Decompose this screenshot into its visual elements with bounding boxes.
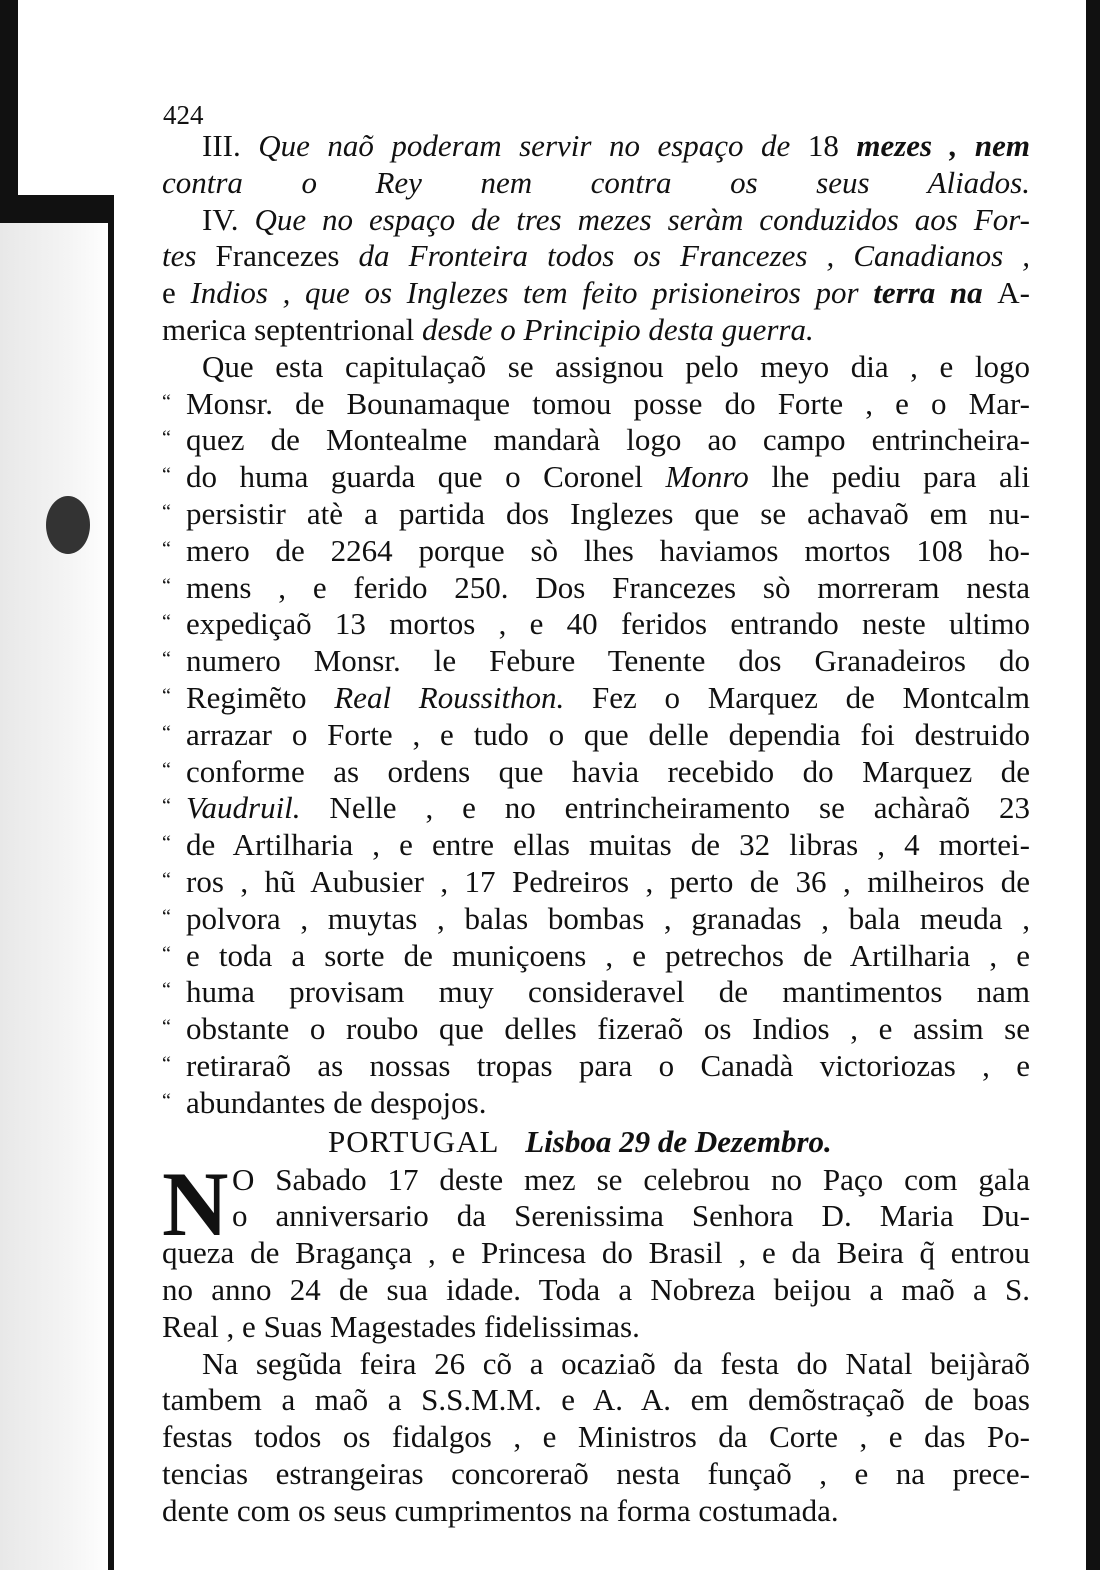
text-run: huma provisam muy consideravel de mantimentos nam (186, 974, 1030, 1010)
text-line (162, 790, 1030, 827)
text-run: mens , e ferido 250. Dos Francezes sò morreram nesta (186, 569, 1030, 605)
text-line (162, 570, 1030, 607)
quote-mark: “ (162, 648, 171, 671)
text-line (162, 386, 1030, 423)
text-run: tes (162, 238, 216, 274)
quote-mark: “ (162, 390, 171, 413)
text-run: lhe pediu para ali (748, 459, 1030, 495)
text-line (162, 717, 1030, 754)
text-run: desde o Principio desta guerra. (421, 311, 814, 347)
text-run: A- (997, 275, 1031, 311)
text-line (162, 238, 1030, 275)
text-run: Real , e Suas Magestades fidelissimas. (162, 1308, 640, 1344)
capitulation-narrative (162, 349, 1030, 1122)
text-line (162, 422, 1030, 459)
text-run: o anniversario da Serenissima Senhora D. Maria Du- (232, 1198, 1030, 1234)
quote-mark: “ (162, 684, 171, 707)
text-run: no anno 24 de sua idade. Toda a Nobreza beijou a maõ a S. (162, 1271, 1030, 1307)
text-line (162, 165, 1030, 202)
text-run: III. (202, 128, 259, 163)
quote-mark: “ (162, 979, 171, 1002)
text-run: tencias estrangeiras concoreraõ nesta funçaõ , e na prece- (162, 1455, 1030, 1491)
text-run: O Sabado 17 deste mez se celebrou no Paço com gala (232, 1161, 1030, 1197)
text-line (162, 1456, 1030, 1493)
text-line (162, 680, 1030, 717)
quote-mark: “ (162, 537, 171, 560)
text-line (162, 1011, 1030, 1048)
text-run: polvora , muytas , balas bombas , granadas , bala meuda , (186, 900, 1030, 936)
heading-place: PORTUGAL (328, 1123, 500, 1159)
text-run: Real Roussithon. (334, 679, 565, 715)
text-line (162, 938, 1030, 975)
quote-mark: “ (162, 464, 171, 487)
quote-mark: “ (162, 832, 171, 855)
text-line (162, 459, 1030, 496)
facing-page-top-edge (0, 195, 114, 223)
right-scan-edge (1086, 0, 1100, 1570)
text-run: retiraraõ as nossas tropas para o Canadà victoriozas , e (186, 1047, 1030, 1083)
text-run: mero de 2264 porque sò lhes haviamos mortos 108 ho- (186, 532, 1030, 568)
text-run: merica septentrional (162, 311, 422, 347)
text-run: conforme as ordens que havia recebido do Marquez de (186, 753, 1030, 789)
text-line (162, 1346, 1030, 1383)
quote-mark: “ (162, 1052, 171, 1075)
text-line (162, 496, 1030, 533)
text-run: dente com os seus cumprimentos na forma costumada. (162, 1492, 839, 1528)
text-line (162, 533, 1030, 570)
quote-mark: “ (162, 611, 171, 634)
text-line (162, 312, 1030, 349)
quote-mark: “ (162, 1089, 171, 1112)
body-text (162, 128, 1030, 1529)
quote-mark: “ (162, 1016, 171, 1039)
portugal-paragraph-1 (162, 1152, 1030, 1346)
text-run: Regimẽto (186, 679, 335, 715)
text-run: IV. (202, 201, 255, 237)
text-run: Monro (665, 459, 749, 495)
heading-date: Lisboa 29 de Dezembro. (525, 1123, 832, 1159)
quote-mark: “ (162, 758, 171, 781)
text-run: Monsr. de Bounamaque tomou posse do Forte , e o Mar- (186, 385, 1030, 421)
drop-cap: N (162, 1152, 229, 1255)
text-run: abundantes de despojos. (186, 1084, 487, 1120)
quote-mark: “ (162, 868, 171, 891)
quote-mark: “ (162, 905, 171, 928)
text-run: e toda a sorte de muniçoens , e petrechos de Artilharia , e (186, 937, 1030, 973)
text-run: do huma guarda que o Coronel (186, 459, 666, 495)
text-run: Francezes (215, 238, 359, 274)
quote-mark: “ (162, 427, 171, 450)
quote-mark: “ (162, 500, 171, 523)
text-line (162, 1198, 1030, 1235)
portugal-paragraph-2 (162, 1346, 1030, 1530)
section-heading (162, 1122, 1030, 1162)
text-run: da Fronteira todos os Francezes , Canadianos , (358, 238, 1031, 274)
text-run: tambem a maõ a S.S.M.M. e A. A. em demõstraçaõ de boas (162, 1382, 1030, 1418)
text-line (162, 1309, 1030, 1346)
text-line (162, 1493, 1030, 1530)
page-number: 424 (163, 100, 204, 130)
text-run: Nelle , e no entrincheiramento se achàraõ 23 (300, 790, 1030, 826)
quote-mark: “ (162, 721, 171, 744)
text-line (162, 1382, 1030, 1419)
text-run: mezes , nem (856, 128, 1030, 163)
text-run: queza de Bragança , e Princesa do Brasil , e da Beira q̃ entrou (162, 1235, 1030, 1271)
text-run: Indios , que os Inglezes tem feito prisioneiros por (190, 275, 874, 311)
text-line (162, 349, 1030, 386)
text-line (162, 275, 1030, 312)
text-line (162, 643, 1030, 680)
ink-blot (46, 496, 90, 554)
text-line (162, 202, 1030, 239)
quote-mark: “ (162, 574, 171, 597)
text-run: quez de Montealme mandarà logo ao campo entrincheira- (186, 422, 1030, 458)
text-run: numero Monsr. le Febure Tenente dos Granadeiros do (186, 643, 1030, 679)
text-run: persistir atè a partida dos Inglezes que se achavaõ em nu- (186, 495, 1030, 531)
text-run: obstante o roubo que delles fizeraõ os Indios , e assim se (186, 1011, 1030, 1047)
text-line (162, 1162, 1030, 1199)
text-run: de Artilharia , e entre ellas muitas de 32 libras , 4 mortei- (186, 827, 1030, 863)
portugal-paragraph-1-lines (162, 1152, 1030, 1346)
binding-shadow-top (0, 0, 18, 200)
text-line (162, 754, 1030, 791)
quote-mark: “ (162, 795, 171, 818)
text-run: Que naõ poderam servir no espaço de (258, 128, 808, 163)
text-run: Na segũda feira 26 cõ a ocaziaõ da festa do Natal beijàraõ (202, 1345, 1030, 1381)
text-line (162, 1048, 1030, 1085)
text-run: contra o Rey nem contra os seus Aliados. (162, 164, 1030, 200)
text-run: 18 (807, 128, 857, 163)
text-line (162, 1085, 1030, 1122)
text-run: ros , hũ Aubusier , 17 Pedreiros , perto de 36 , milheiros de (186, 863, 1030, 899)
quote-mark: “ (162, 942, 171, 965)
facing-page-edge (0, 200, 112, 1570)
text-run: expediçaõ 13 mortos , e 40 feridos entrando neste ultimo (186, 606, 1030, 642)
text-line (162, 827, 1030, 864)
text-run: Que no espaço de tres mezes seràm conduzidos aos For- (254, 201, 1030, 237)
text-line (162, 128, 1030, 165)
text-line (162, 1235, 1030, 1272)
text-line (162, 1272, 1030, 1309)
text-run: terra na (873, 275, 998, 311)
text-line (162, 864, 1030, 901)
text-run: arrazar o Forte , e tudo o que delle dependia foi destruido (186, 716, 1030, 752)
capitulation-articles (162, 128, 1030, 349)
text-line (162, 1419, 1030, 1456)
text-run: Que esta capitulaçaõ se assignou pelo meyo dia , e logo (202, 348, 1030, 384)
text-run: festas todos os fidalgos , e Ministros da Corte , e das Po- (162, 1419, 1030, 1455)
text-run: e (162, 275, 191, 311)
text-run: Vaudruil. (186, 790, 301, 826)
facing-page-border (108, 200, 114, 1570)
text-line (162, 901, 1030, 938)
text-line (162, 974, 1030, 1011)
text-run: Fez o Marquez de Montcalm (564, 679, 1030, 715)
text-line (162, 606, 1030, 643)
